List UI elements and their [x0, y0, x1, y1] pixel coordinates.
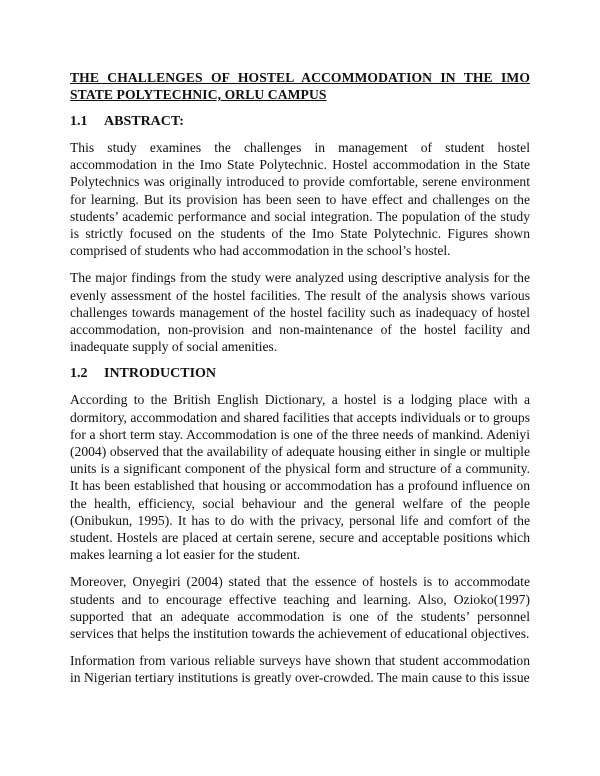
section-title: INTRODUCTION: [104, 366, 217, 382]
abstract-paragraph: This study examines the challenges in management of student hostel accommodation in the Imo State Polytechnic. Hostel accommodation in the State Polytechnics was originally introduced to provide comfortable, serene environment for learning. But its provision has been seen to have effect and challenges on the students’ academic performance and social integration. The population of the study is strictly focused on the students of the Imo State Polytechnic. Figures shown comprised of students who had accommodation in the school’s hostel.: [70, 140, 530, 259]
section-heading-introduction: [70, 365, 530, 383]
abstract-paragraph: The major findings from the study were analyzed using descriptive analysis for the evenly assessment of the hostel facilities. The result of the analysis shows various challenges towards management of the hostel facility such as inadequacy of hostel accommodation, non-provision and non-maintenance of the hostel facility and inadequate supply of social amenities.: [70, 270, 530, 355]
introduction-paragraph: According to the British English Dictionary, a hostel is a lodging place with a dormitory, accommodation and shared facilities that accepts individuals or to groups for a short term stay. Accommodation is one of the three needs of mankind. Adeniyi (2004) observed that the availability of adequate housing either in single or multiple units is a significant component of the physical form and structure of a community. It has been established that housing or accommodation has a profound influence on the health, efficiency, social behaviour and the general welfare of the people (Onibukun, 1995). It has to do with the privacy, personal life and comfort of the student. Hostels are placed at certain serene, secure and acceptable positions which makes learning a lot easier for the student.: [70, 392, 530, 563]
section-heading-abstract: [70, 113, 530, 131]
introduction-paragraph: Moreover, Onyegiri (2004) stated that the essence of hostels is to accommodate students and to encourage effective teaching and learning. Also, Ozioko(1997) supported that an adequate accommodation is one of the students’ personnel services that helps the institution towards the achievement of educational objectives.: [70, 574, 530, 642]
introduction-paragraph: Information from various reliable surveys have shown that student accommodation in Nigerian tertiary institutions is greatly over-crowded. The main cause to this issue: [70, 653, 530, 686]
section-number: 1.1: [70, 114, 88, 129]
section-title: ABSTRACT:: [104, 114, 184, 129]
section-number: 1.2: [70, 366, 88, 382]
document-title: THE CHALLENGES OF HOSTEL ACCOMMODATION IN THE IMO STATE POLYTECHNIC, ORLU CAMPUS: [70, 70, 530, 102]
